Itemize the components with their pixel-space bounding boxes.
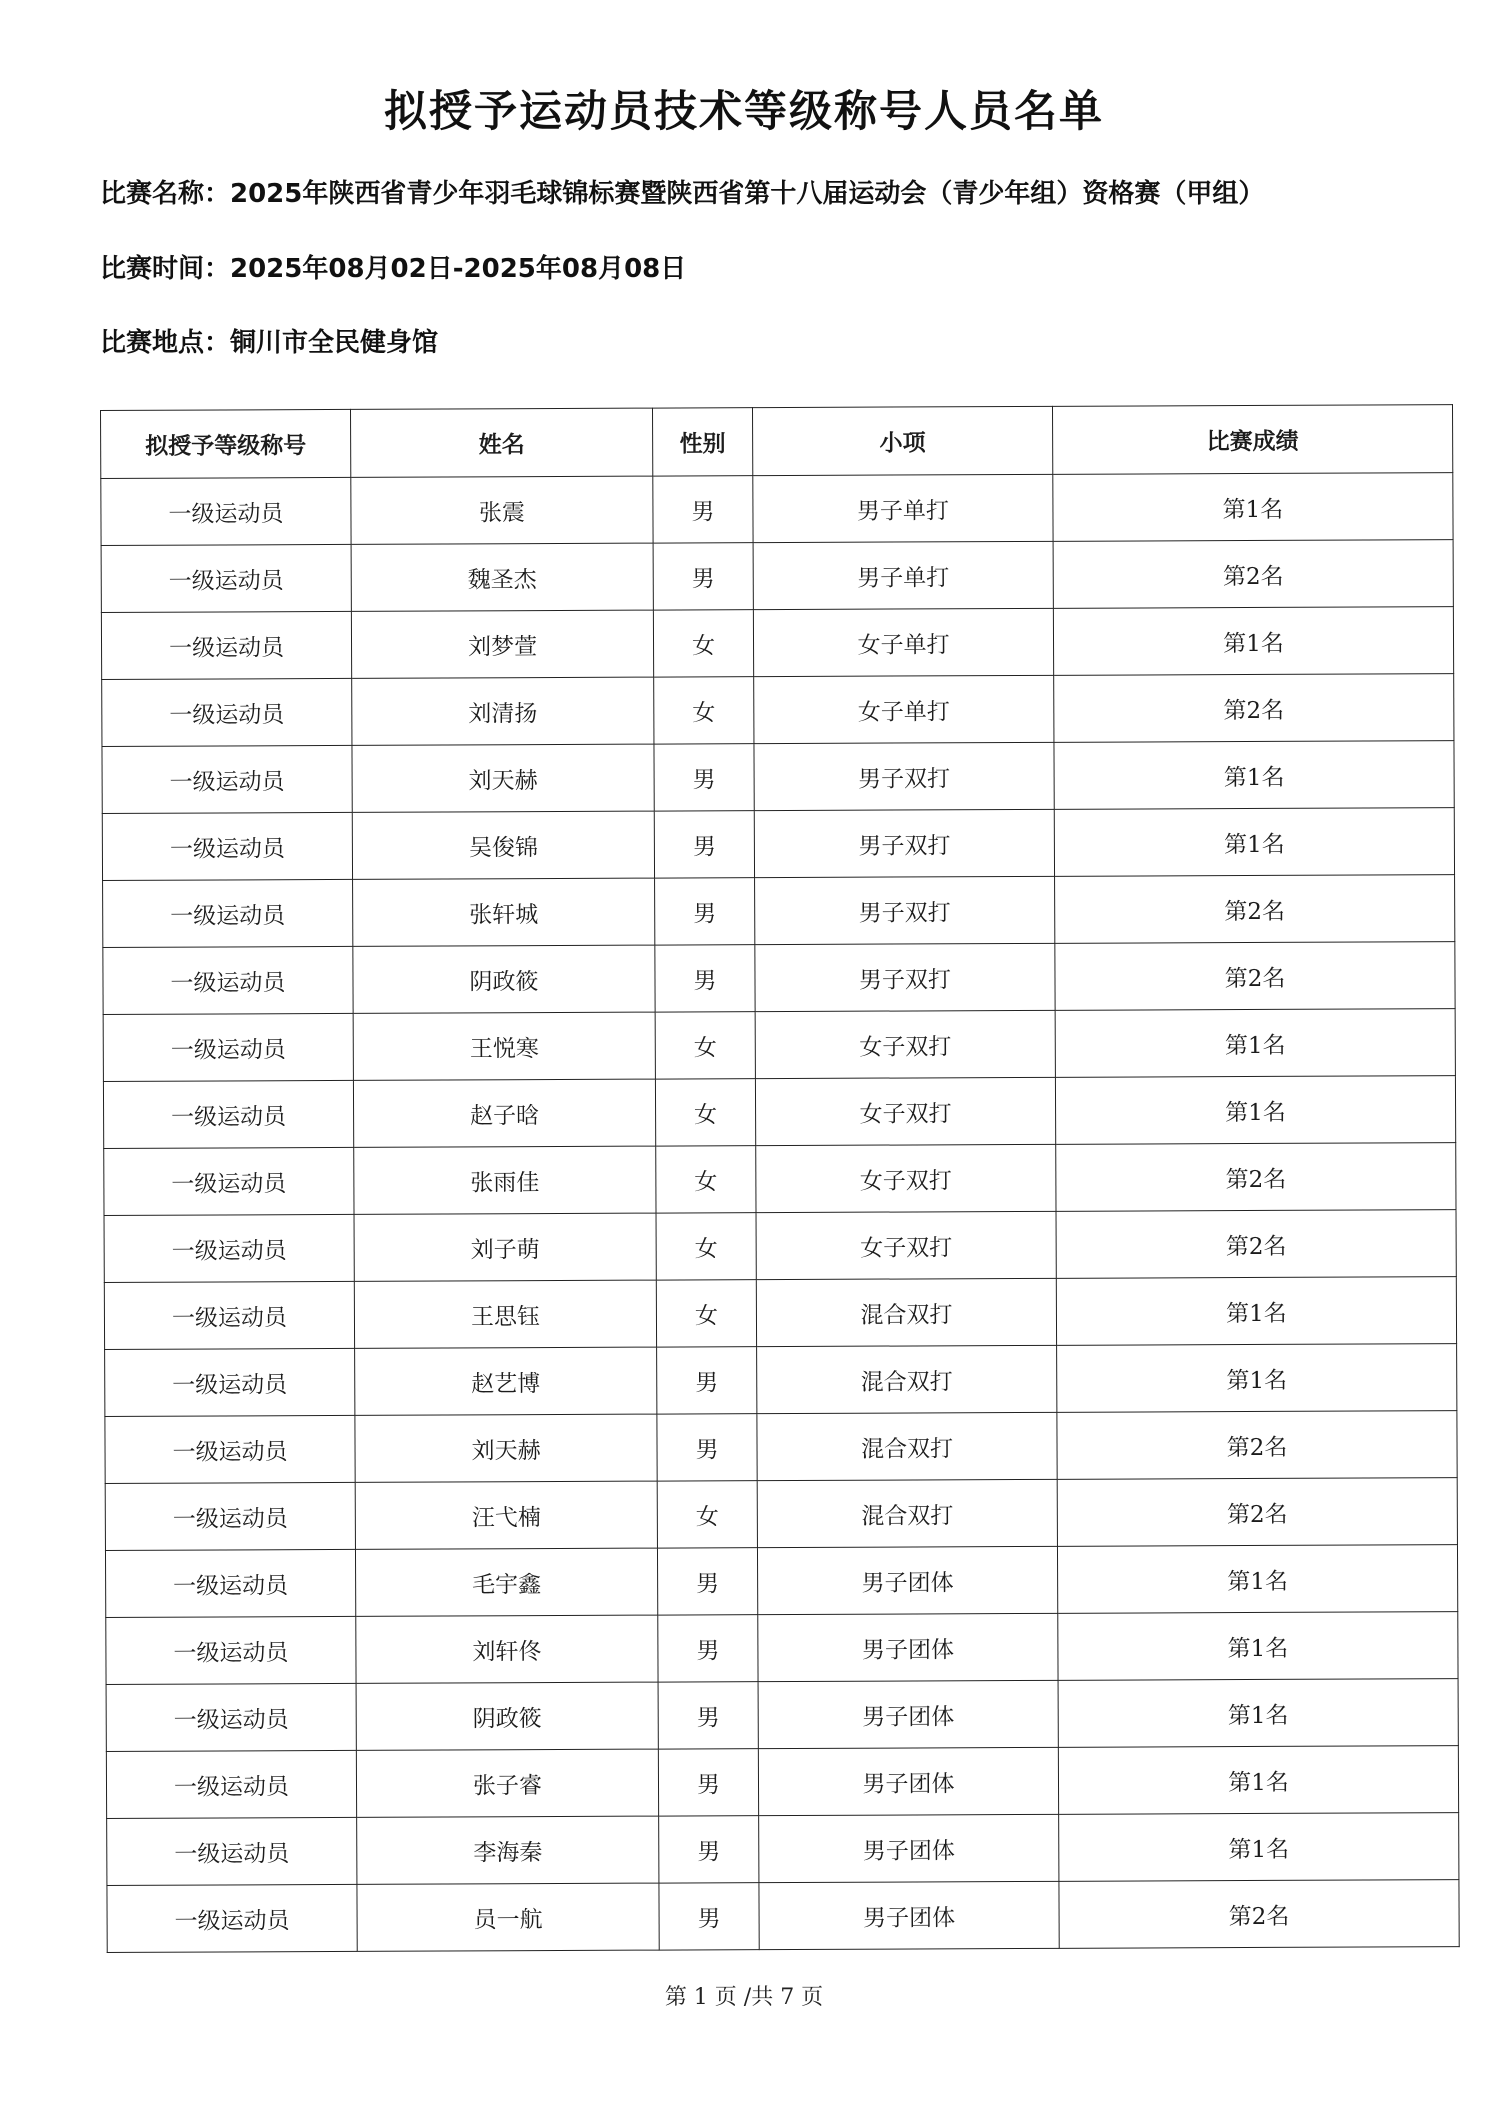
cell-gender: 男 xyxy=(658,1615,758,1682)
cell-result: 第1名 xyxy=(1058,1746,1458,1815)
header-gender: 性别 xyxy=(652,408,752,476)
cell-grade-title: 一级运动员 xyxy=(101,611,351,679)
cell-gender: 男 xyxy=(658,1682,758,1749)
table-row xyxy=(105,1411,1457,1484)
table-row xyxy=(103,1076,1455,1149)
cell-name: 王悦寒 xyxy=(353,1012,655,1080)
table-row xyxy=(105,1478,1457,1551)
table-header-row xyxy=(101,405,1453,479)
table-row xyxy=(104,1143,1456,1216)
table-row xyxy=(106,1746,1458,1819)
cell-name: 刘轩佟 xyxy=(356,1615,658,1683)
table-row xyxy=(103,875,1455,948)
table-row xyxy=(104,1277,1456,1350)
header-name: 姓名 xyxy=(350,408,652,477)
cell-name: 刘清扬 xyxy=(352,677,654,745)
cell-gender: 男 xyxy=(653,476,753,543)
cell-result: 第1名 xyxy=(1056,1277,1456,1346)
cell-result: 第2名 xyxy=(1056,1143,1456,1212)
cell-event: 混合双打 xyxy=(757,1345,1057,1413)
cell-grade-title: 一级运动员 xyxy=(104,1214,354,1282)
cell-event: 女子单打 xyxy=(753,608,1053,676)
cell-grade-title: 一级运动员 xyxy=(101,544,351,612)
cell-name: 阴政筱 xyxy=(353,945,655,1013)
cell-gender: 女 xyxy=(653,610,753,677)
cell-name: 张震 xyxy=(351,476,653,544)
table-row xyxy=(102,808,1454,881)
cell-grade-title: 一级运动员 xyxy=(105,1549,355,1617)
cell-grade-title: 一级运动员 xyxy=(105,1348,355,1416)
cell-result: 第1名 xyxy=(1058,1679,1458,1748)
cell-event: 女子双打 xyxy=(755,1010,1055,1078)
table-row xyxy=(101,473,1453,546)
page-number: 第 1 页 /共 7 页 xyxy=(664,1985,824,2010)
cell-result: 第1名 xyxy=(1055,1009,1455,1078)
cell-event: 男子团体 xyxy=(758,1613,1058,1681)
cell-grade-title: 一级运动员 xyxy=(102,678,352,746)
cell-name: 刘子萌 xyxy=(354,1213,656,1281)
cell-event: 男子团体 xyxy=(759,1881,1059,1949)
competition-time: 比赛时间：2025年08月02日-2025年08月08日 xyxy=(100,254,687,284)
cell-result: 第2名 xyxy=(1056,1210,1456,1279)
cell-event: 男子单打 xyxy=(753,474,1053,542)
table-row xyxy=(106,1612,1458,1685)
table-row xyxy=(101,607,1453,680)
cell-name: 张轩城 xyxy=(353,878,655,946)
cell-result: 第1名 xyxy=(1055,1076,1455,1145)
header-result: 比赛成绩 xyxy=(1052,405,1452,475)
table-row xyxy=(106,1679,1458,1752)
cell-grade-title: 一级运动员 xyxy=(102,745,352,813)
cell-name: 吴俊锦 xyxy=(352,811,654,879)
table-row xyxy=(103,1009,1455,1082)
cell-name: 张子睿 xyxy=(356,1749,658,1817)
cell-gender: 男 xyxy=(653,543,753,610)
cell-event: 男子团体 xyxy=(759,1814,1059,1882)
cell-grade-title: 一级运动员 xyxy=(104,1147,354,1215)
cell-name: 毛宇鑫 xyxy=(355,1548,657,1616)
cell-event: 混合双打 xyxy=(757,1412,1057,1480)
cell-name: 阴政筱 xyxy=(356,1682,658,1750)
document-title: 拟授予运动员技术等级称号人员名单 xyxy=(384,87,1104,137)
cell-grade-title: 一级运动员 xyxy=(107,1817,357,1885)
cell-result: 第1名 xyxy=(1054,741,1454,810)
cell-gender: 女 xyxy=(654,677,754,744)
cell-result: 第2名 xyxy=(1053,540,1453,609)
cell-gender: 男 xyxy=(654,811,754,878)
cell-gender: 男 xyxy=(657,1414,757,1481)
cell-name: 张雨佳 xyxy=(354,1146,656,1214)
cell-name: 赵艺博 xyxy=(355,1347,657,1415)
cell-event: 女子双打 xyxy=(756,1144,1056,1212)
cell-result: 第2名 xyxy=(1059,1880,1459,1949)
cell-result: 第1名 xyxy=(1054,808,1454,877)
cell-gender: 男 xyxy=(659,1883,759,1950)
cell-grade-title: 一级运动员 xyxy=(105,1482,355,1550)
table-row xyxy=(105,1545,1457,1618)
cell-name: 王思钰 xyxy=(354,1280,656,1348)
cell-grade-title: 一级运动员 xyxy=(106,1750,356,1818)
cell-grade-title: 一级运动员 xyxy=(105,1415,355,1483)
table-row xyxy=(104,1210,1456,1283)
cell-event: 男子团体 xyxy=(758,1747,1058,1815)
cell-result: 第1名 xyxy=(1053,473,1453,542)
cell-gender: 女 xyxy=(656,1280,756,1347)
table-row xyxy=(107,1880,1459,1953)
table-row xyxy=(103,942,1455,1015)
cell-grade-title: 一级运动员 xyxy=(102,812,352,880)
cell-gender: 女 xyxy=(657,1481,757,1548)
cell-event: 男子双打 xyxy=(754,742,1054,810)
cell-result: 第1名 xyxy=(1053,607,1453,676)
cell-result: 第1名 xyxy=(1058,1612,1458,1681)
cell-name: 员一航 xyxy=(357,1883,659,1951)
cell-name: 李海秦 xyxy=(357,1816,659,1884)
cell-grade-title: 一级运动员 xyxy=(103,1013,353,1081)
cell-gender: 男 xyxy=(657,1548,757,1615)
table-row xyxy=(105,1344,1457,1417)
table-row xyxy=(107,1813,1459,1886)
cell-name: 刘天赫 xyxy=(352,744,654,812)
cell-name: 汪弋楠 xyxy=(355,1481,657,1549)
cell-event: 混合双打 xyxy=(756,1278,1056,1346)
cell-result: 第2名 xyxy=(1057,1478,1457,1547)
cell-result: 第1名 xyxy=(1057,1545,1457,1614)
cell-grade-title: 一级运动员 xyxy=(106,1683,356,1751)
cell-grade-title: 一级运动员 xyxy=(103,946,353,1014)
cell-event: 男子双打 xyxy=(755,943,1055,1011)
cell-event: 男子双打 xyxy=(754,809,1054,877)
cell-gender: 男 xyxy=(658,1749,758,1816)
cell-result: 第2名 xyxy=(1055,875,1455,944)
cell-event: 女子双打 xyxy=(756,1211,1056,1279)
cell-event: 男子团体 xyxy=(757,1546,1057,1614)
cell-gender: 男 xyxy=(654,744,754,811)
cell-grade-title: 一级运动员 xyxy=(101,477,351,545)
cell-event: 男子双打 xyxy=(755,876,1055,944)
cell-event: 男子团体 xyxy=(758,1680,1058,1748)
cell-result: 第2名 xyxy=(1054,674,1454,743)
cell-gender: 男 xyxy=(655,878,755,945)
cell-gender: 女 xyxy=(656,1213,756,1280)
athlete-roster-table xyxy=(100,404,1460,1953)
cell-event: 男子单打 xyxy=(753,541,1053,609)
cell-event: 女子单打 xyxy=(754,675,1054,743)
header-event: 小项 xyxy=(752,406,1052,475)
cell-gender: 女 xyxy=(656,1146,756,1213)
cell-grade-title: 一级运动员 xyxy=(106,1616,356,1684)
cell-result: 第1名 xyxy=(1057,1344,1457,1413)
cell-gender: 女 xyxy=(655,1079,755,1146)
cell-result: 第2名 xyxy=(1057,1411,1457,1480)
table-body xyxy=(101,473,1459,1953)
cell-grade-title: 一级运动员 xyxy=(107,1884,357,1952)
cell-gender: 女 xyxy=(655,1012,755,1079)
cell-grade-title: 一级运动员 xyxy=(103,879,353,947)
cell-result: 第1名 xyxy=(1059,1813,1459,1882)
cell-event: 女子双打 xyxy=(755,1077,1055,1145)
cell-grade-title: 一级运动员 xyxy=(103,1080,353,1148)
cell-gender: 男 xyxy=(655,945,755,1012)
competition-venue: 比赛地点：铜川市全民健身馆 xyxy=(100,328,439,358)
header-grade-title: 拟授予等级称号 xyxy=(101,409,351,478)
table-row xyxy=(102,741,1454,814)
cell-gender: 男 xyxy=(659,1816,759,1883)
cell-name: 刘天赫 xyxy=(355,1414,657,1482)
cell-event: 混合双打 xyxy=(757,1479,1057,1547)
cell-result: 第2名 xyxy=(1055,942,1455,1011)
competition-name: 比赛名称：2025年陕西省青少年羽毛球锦标赛暨陕西省第十八届运动会（青少年组）资格赛（甲组） xyxy=(100,179,1265,209)
cell-name: 赵子晗 xyxy=(353,1079,655,1147)
cell-name: 刘梦萱 xyxy=(351,610,653,678)
table-row xyxy=(101,540,1453,613)
cell-name: 魏圣杰 xyxy=(351,543,653,611)
cell-gender: 男 xyxy=(657,1347,757,1414)
table-row xyxy=(102,674,1454,747)
cell-grade-title: 一级运动员 xyxy=(104,1281,354,1349)
